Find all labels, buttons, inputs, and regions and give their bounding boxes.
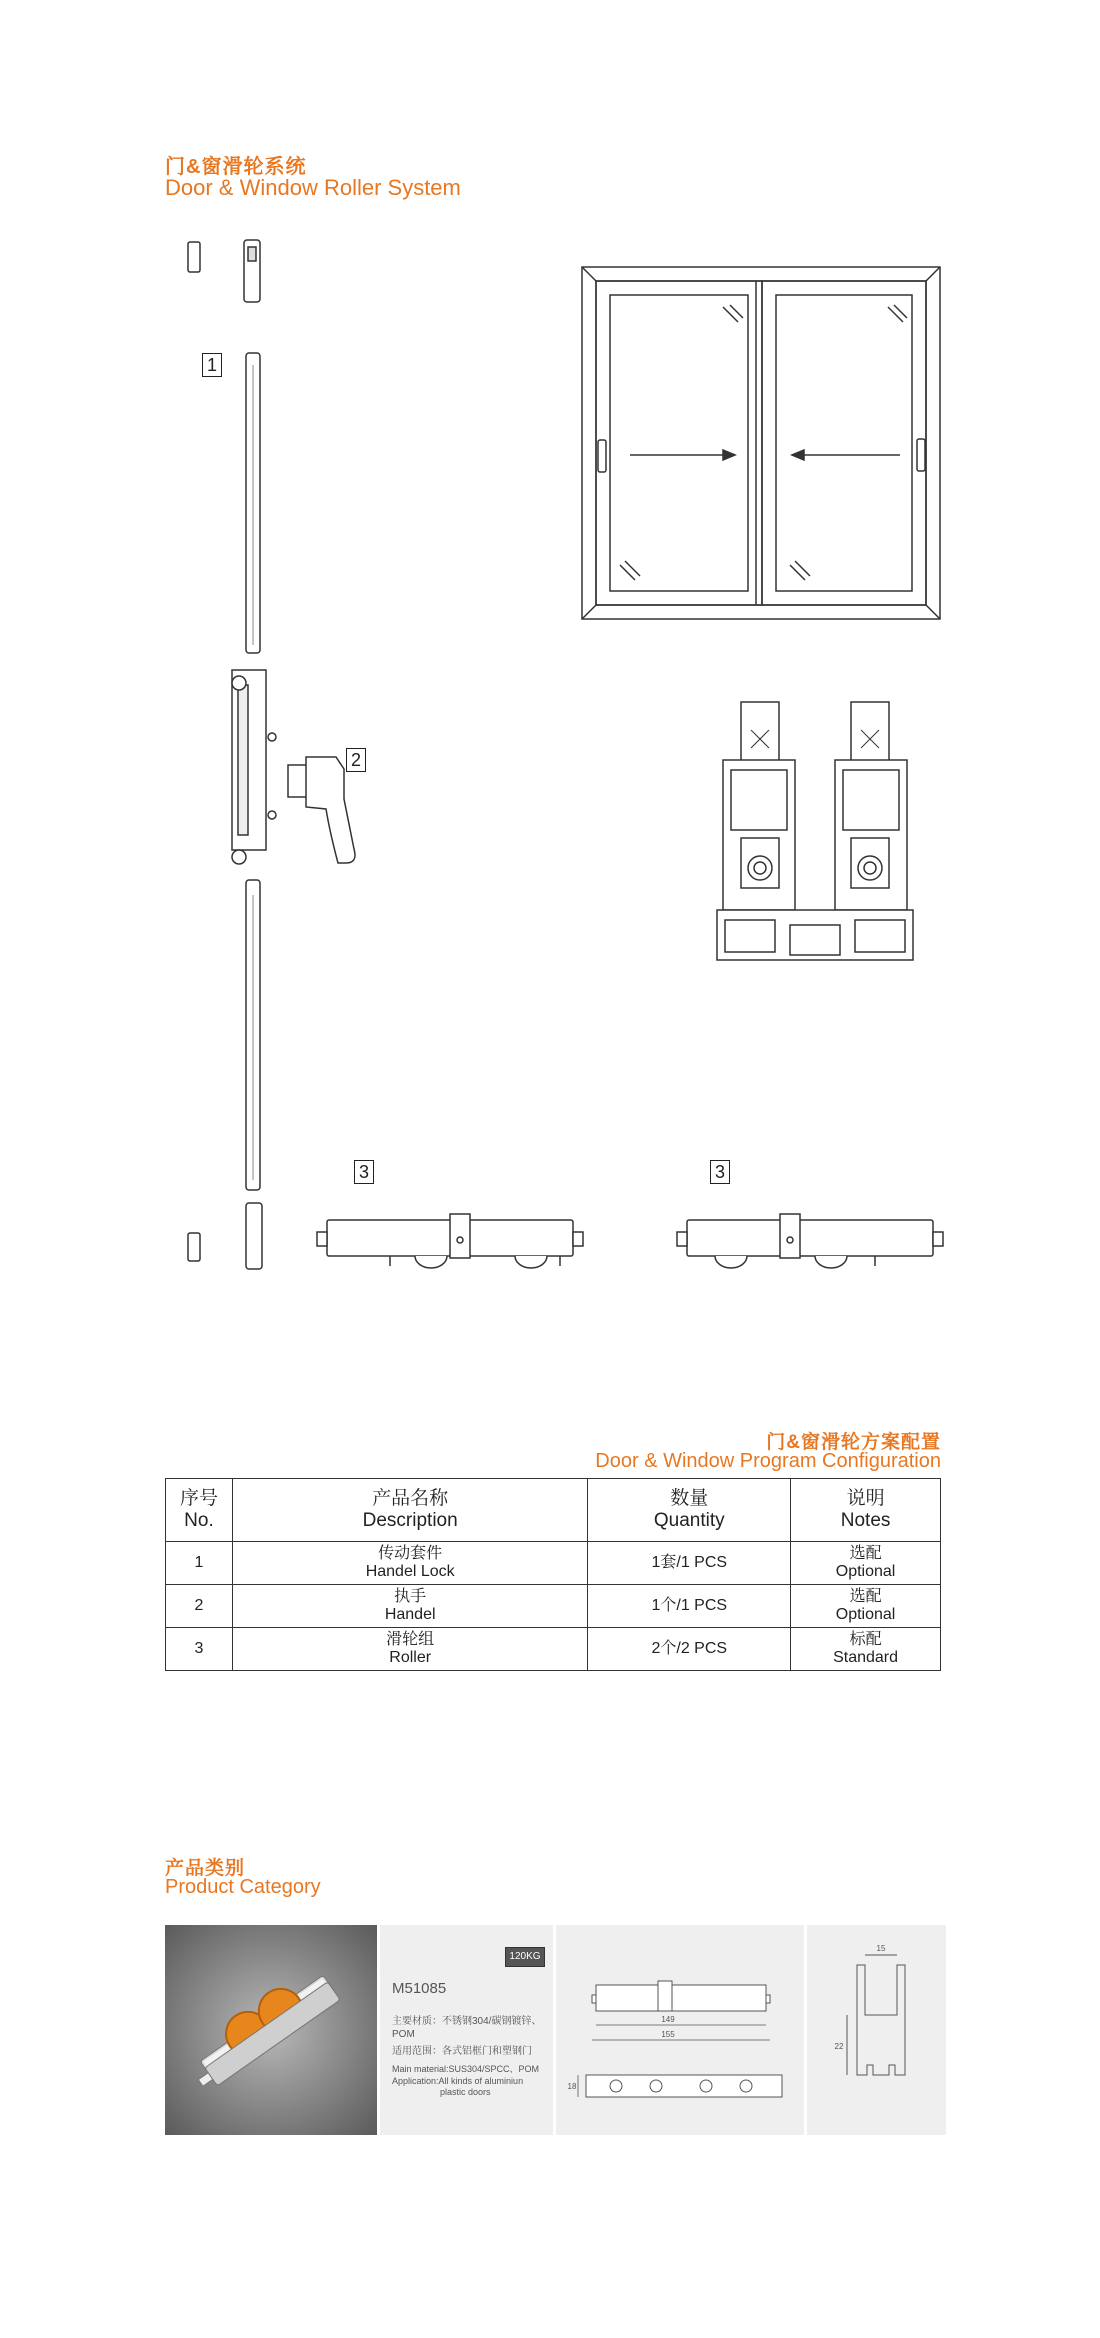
roller-drawing-right	[675, 1200, 945, 1280]
table-header-row	[166, 1479, 941, 1542]
cell-no: 2	[166, 1585, 233, 1628]
track-profile-drawing	[807, 1925, 946, 2135]
application-en: Application:All kinds of aluminiun	[392, 2076, 524, 2086]
product-spec-panel	[380, 1925, 553, 2135]
sliding-window-elevation	[580, 265, 945, 625]
dim-149: 149	[661, 2015, 675, 2024]
callout-1: 1	[202, 353, 222, 377]
cell-description: 滑轮组 Roller	[232, 1628, 587, 1671]
category-title-en: Product Category	[165, 1876, 321, 1898]
roller-photo-illustration	[165, 1925, 377, 2135]
callout-3-left: 3	[354, 1160, 374, 1184]
cell-description: 执手 Handel	[232, 1585, 587, 1628]
application-cn: 适用范围：各式铝框门和塑钢门	[392, 2046, 532, 2057]
handle-lever	[306, 757, 355, 863]
roller-dimension-drawing	[556, 1925, 804, 2135]
table-row	[166, 1585, 941, 1628]
cell-notes: 选配 Optional	[791, 1585, 941, 1628]
material-en: Main material:SUS304/SPCC、POM	[392, 2064, 540, 2074]
table-row	[166, 1628, 941, 1671]
dim-22: 22	[834, 2042, 844, 2051]
cell-description: 传动套件 Handel Lock	[232, 1542, 587, 1585]
table-row	[166, 1542, 941, 1585]
callout-2: 2	[346, 748, 366, 772]
product-photo	[165, 1925, 377, 2135]
cell-quantity: 1套/1 PCS	[588, 1542, 791, 1585]
window-handle-left	[598, 440, 606, 472]
application-en-cont: plastic doors	[440, 2087, 491, 2097]
cell-no: 1	[166, 1542, 233, 1585]
header-quantity: 数量 Quantity	[588, 1479, 791, 1542]
profile-cross-section	[715, 700, 915, 965]
cell-quantity: 1个/1 PCS	[588, 1585, 791, 1628]
cell-quantity: 2个/2 PCS	[588, 1628, 791, 1671]
cell-notes: 标配 Standard	[791, 1628, 941, 1671]
end-cap-small	[188, 242, 200, 272]
dim-155: 155	[661, 2030, 675, 2039]
cell-notes: 选配 Optional	[791, 1542, 941, 1585]
config-title-cn: 门&窗滑轮方案配置	[766, 1432, 941, 1453]
header-no: 序号 No.	[166, 1479, 233, 1542]
callout-3-right: 3	[710, 1160, 730, 1184]
section-title-cn: 门&窗滑轮系统	[165, 156, 307, 178]
dim-15: 15	[876, 1944, 886, 1953]
configuration-table	[165, 1478, 941, 1671]
dim-18: 18	[567, 2082, 577, 2091]
material-cn: 主要材质：不锈钢304/碳钢镀锌、POM	[392, 2016, 542, 2040]
header-notes: 说明 Notes	[791, 1479, 941, 1542]
header-description: 产品名称 Description	[232, 1479, 587, 1542]
category-title-cn: 产品类别	[165, 1858, 246, 1879]
gearbox	[232, 670, 266, 850]
dimension-drawing-panel	[556, 1925, 804, 2135]
product-model: M51085	[392, 1980, 447, 1997]
config-title-en: Door & Window Program Configuration	[595, 1450, 941, 1472]
end-cap-bottom	[246, 1203, 262, 1269]
roller-drawing-left	[315, 1200, 585, 1280]
profile-dimension-panel	[807, 1925, 946, 2135]
section-title-en: Door & Window Roller System	[165, 175, 461, 200]
cell-no: 3	[166, 1628, 233, 1671]
window-handle-right	[917, 439, 925, 471]
load-badge: 120KG	[505, 1947, 545, 1967]
